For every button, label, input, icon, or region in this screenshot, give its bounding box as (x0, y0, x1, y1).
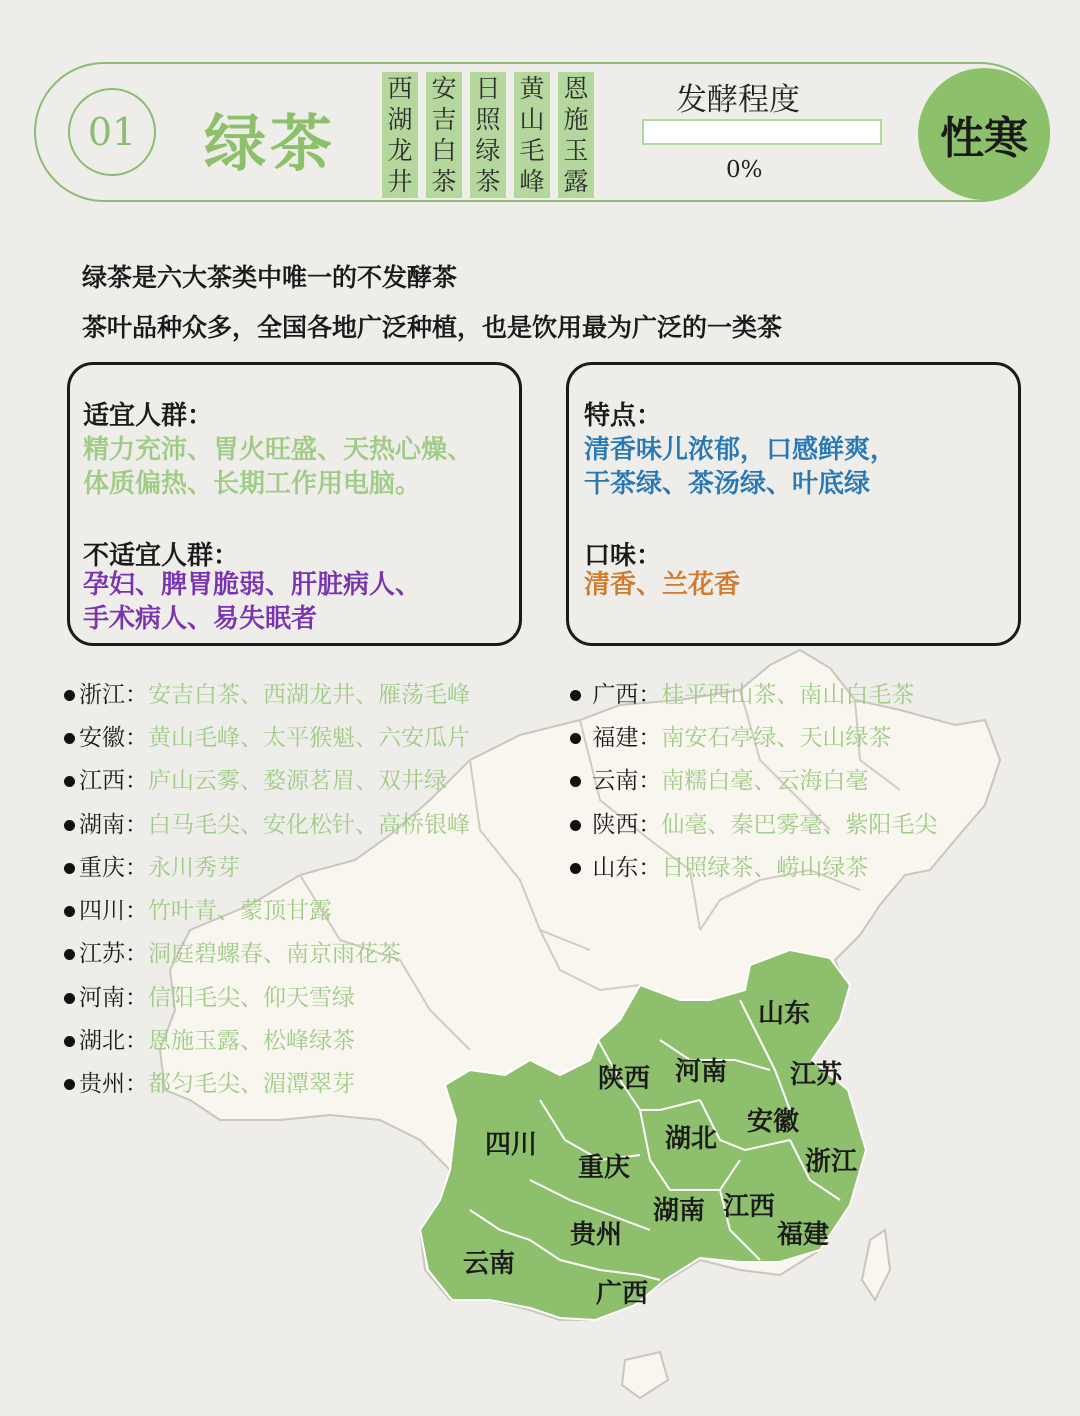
hainan-island (622, 1352, 668, 1398)
map-label-anhui: 安徽 (747, 1107, 800, 1137)
suitable-label: 适宜人群： (83, 401, 214, 431)
map-label-fujian: 福建 (777, 1220, 830, 1250)
region-row: 河南：信阳毛尖、仰天雪绿 (64, 979, 355, 1012)
variety-anji-baicha: 安 吉 白 茶 (426, 72, 462, 198)
map-label-shandong: 山东 (758, 999, 811, 1029)
map-label-chongqing: 重庆 (578, 1153, 631, 1183)
variety-huangshan-maofeng: 黄 山 毛 峰 (514, 72, 550, 198)
tea-number-badge: 01 (68, 88, 156, 176)
feature-text: 清香味儿浓郁，口感鲜爽， 干茶绿、茶汤绿、叶底绿 (584, 435, 897, 499)
intro-line-2: 茶叶品种众多，全国各地广泛种植，也是饮用最为广泛的一类茶 (82, 313, 783, 342)
tea-category-title: 绿茶 (204, 107, 337, 180)
region-row: 山东：日照绿茶、崂山绿茶 (570, 849, 868, 882)
unsuitable-text: 孕妇、脾胃脆弱、肝脏病人、 手术病人、易失眠者 (83, 570, 422, 634)
variety-enshi-yulu: 恩 施 玉 露 (558, 72, 594, 198)
map-label-yunnan: 云南 (463, 1249, 516, 1279)
map-label-guangxi: 广西 (596, 1279, 649, 1309)
taiwan-island (862, 1230, 890, 1300)
map-label-guizhou: 贵州 (570, 1220, 623, 1250)
ferment-level-label: 发酵程度 (676, 82, 800, 118)
taste-label: 口味： (584, 541, 663, 571)
region-row: 福建：南安石亭绿、天山绿茶 (570, 719, 891, 752)
tea-nature-badge: 性寒 (918, 68, 1050, 200)
variety-xihu-longjing: 西 湖 龙 井 (382, 72, 418, 198)
region-row: 湖南：白马毛尖、安化松针、高桥银峰 (64, 806, 470, 839)
region-row: 四川：竹叶青、蒙顶甘露 (64, 892, 332, 925)
map-label-henan: 河南 (675, 1057, 728, 1087)
region-row: 重庆：永川秀芽 (64, 849, 240, 882)
ferment-percent-text: 0% (726, 157, 763, 183)
region-row: 广西：桂平西山茶、南山白毛茶 (570, 676, 914, 709)
map-label-zhejiang: 浙江 (805, 1147, 858, 1177)
ferment-progress-bar (642, 119, 882, 145)
region-row: 贵州：都匀毛尖、湄潭翠芽 (64, 1065, 355, 1098)
region-row: 浙江：安吉白茶、西湖龙井、雁荡毛峰 (64, 676, 470, 709)
region-row: 安徽：黄山毛峰、太平猴魁、六安瓜片 (64, 719, 470, 752)
intro-line-1: 绿茶是六大茶类中唯一的不发酵茶 (82, 263, 458, 292)
suitable-people-card (67, 362, 522, 646)
region-row: 云南：南糯白毫、云海白毫 (570, 762, 868, 795)
region-row: 江苏：洞庭碧螺春、南京雨花茶 (64, 935, 401, 968)
map-label-hubei: 湖北 (665, 1124, 718, 1154)
taste-text: 清香、兰花香 (584, 570, 741, 600)
map-label-jiangxi: 江西 (723, 1192, 776, 1222)
map-label-sichuan: 四川 (485, 1130, 538, 1160)
region-row: 湖北：恩施玉露、松峰绿茶 (64, 1022, 355, 1055)
famous-varieties (382, 72, 594, 198)
tea-header-card (34, 62, 1050, 202)
suitable-text: 精力充沛、胃火旺盛、天热心燥、 体质偏热、长期工作用电脑。 (83, 435, 474, 499)
map-label-shaanxi: 陕西 (598, 1064, 651, 1094)
feature-label: 特点： (584, 401, 663, 431)
features-card (566, 362, 1021, 646)
region-row: 江西：庐山云雾、婺源茗眉、双井绿 (64, 762, 447, 795)
map-label-hunan: 湖南 (653, 1196, 706, 1226)
region-row: 陕西：仙毫、秦巴雾毫、紫阳毛尖 (570, 806, 937, 839)
unsuitable-label: 不适宜人群： (83, 541, 240, 571)
map-label-jiangsu: 江苏 (790, 1060, 843, 1090)
variety-rizhao-lvcha: 日 照 绿 茶 (470, 72, 506, 198)
